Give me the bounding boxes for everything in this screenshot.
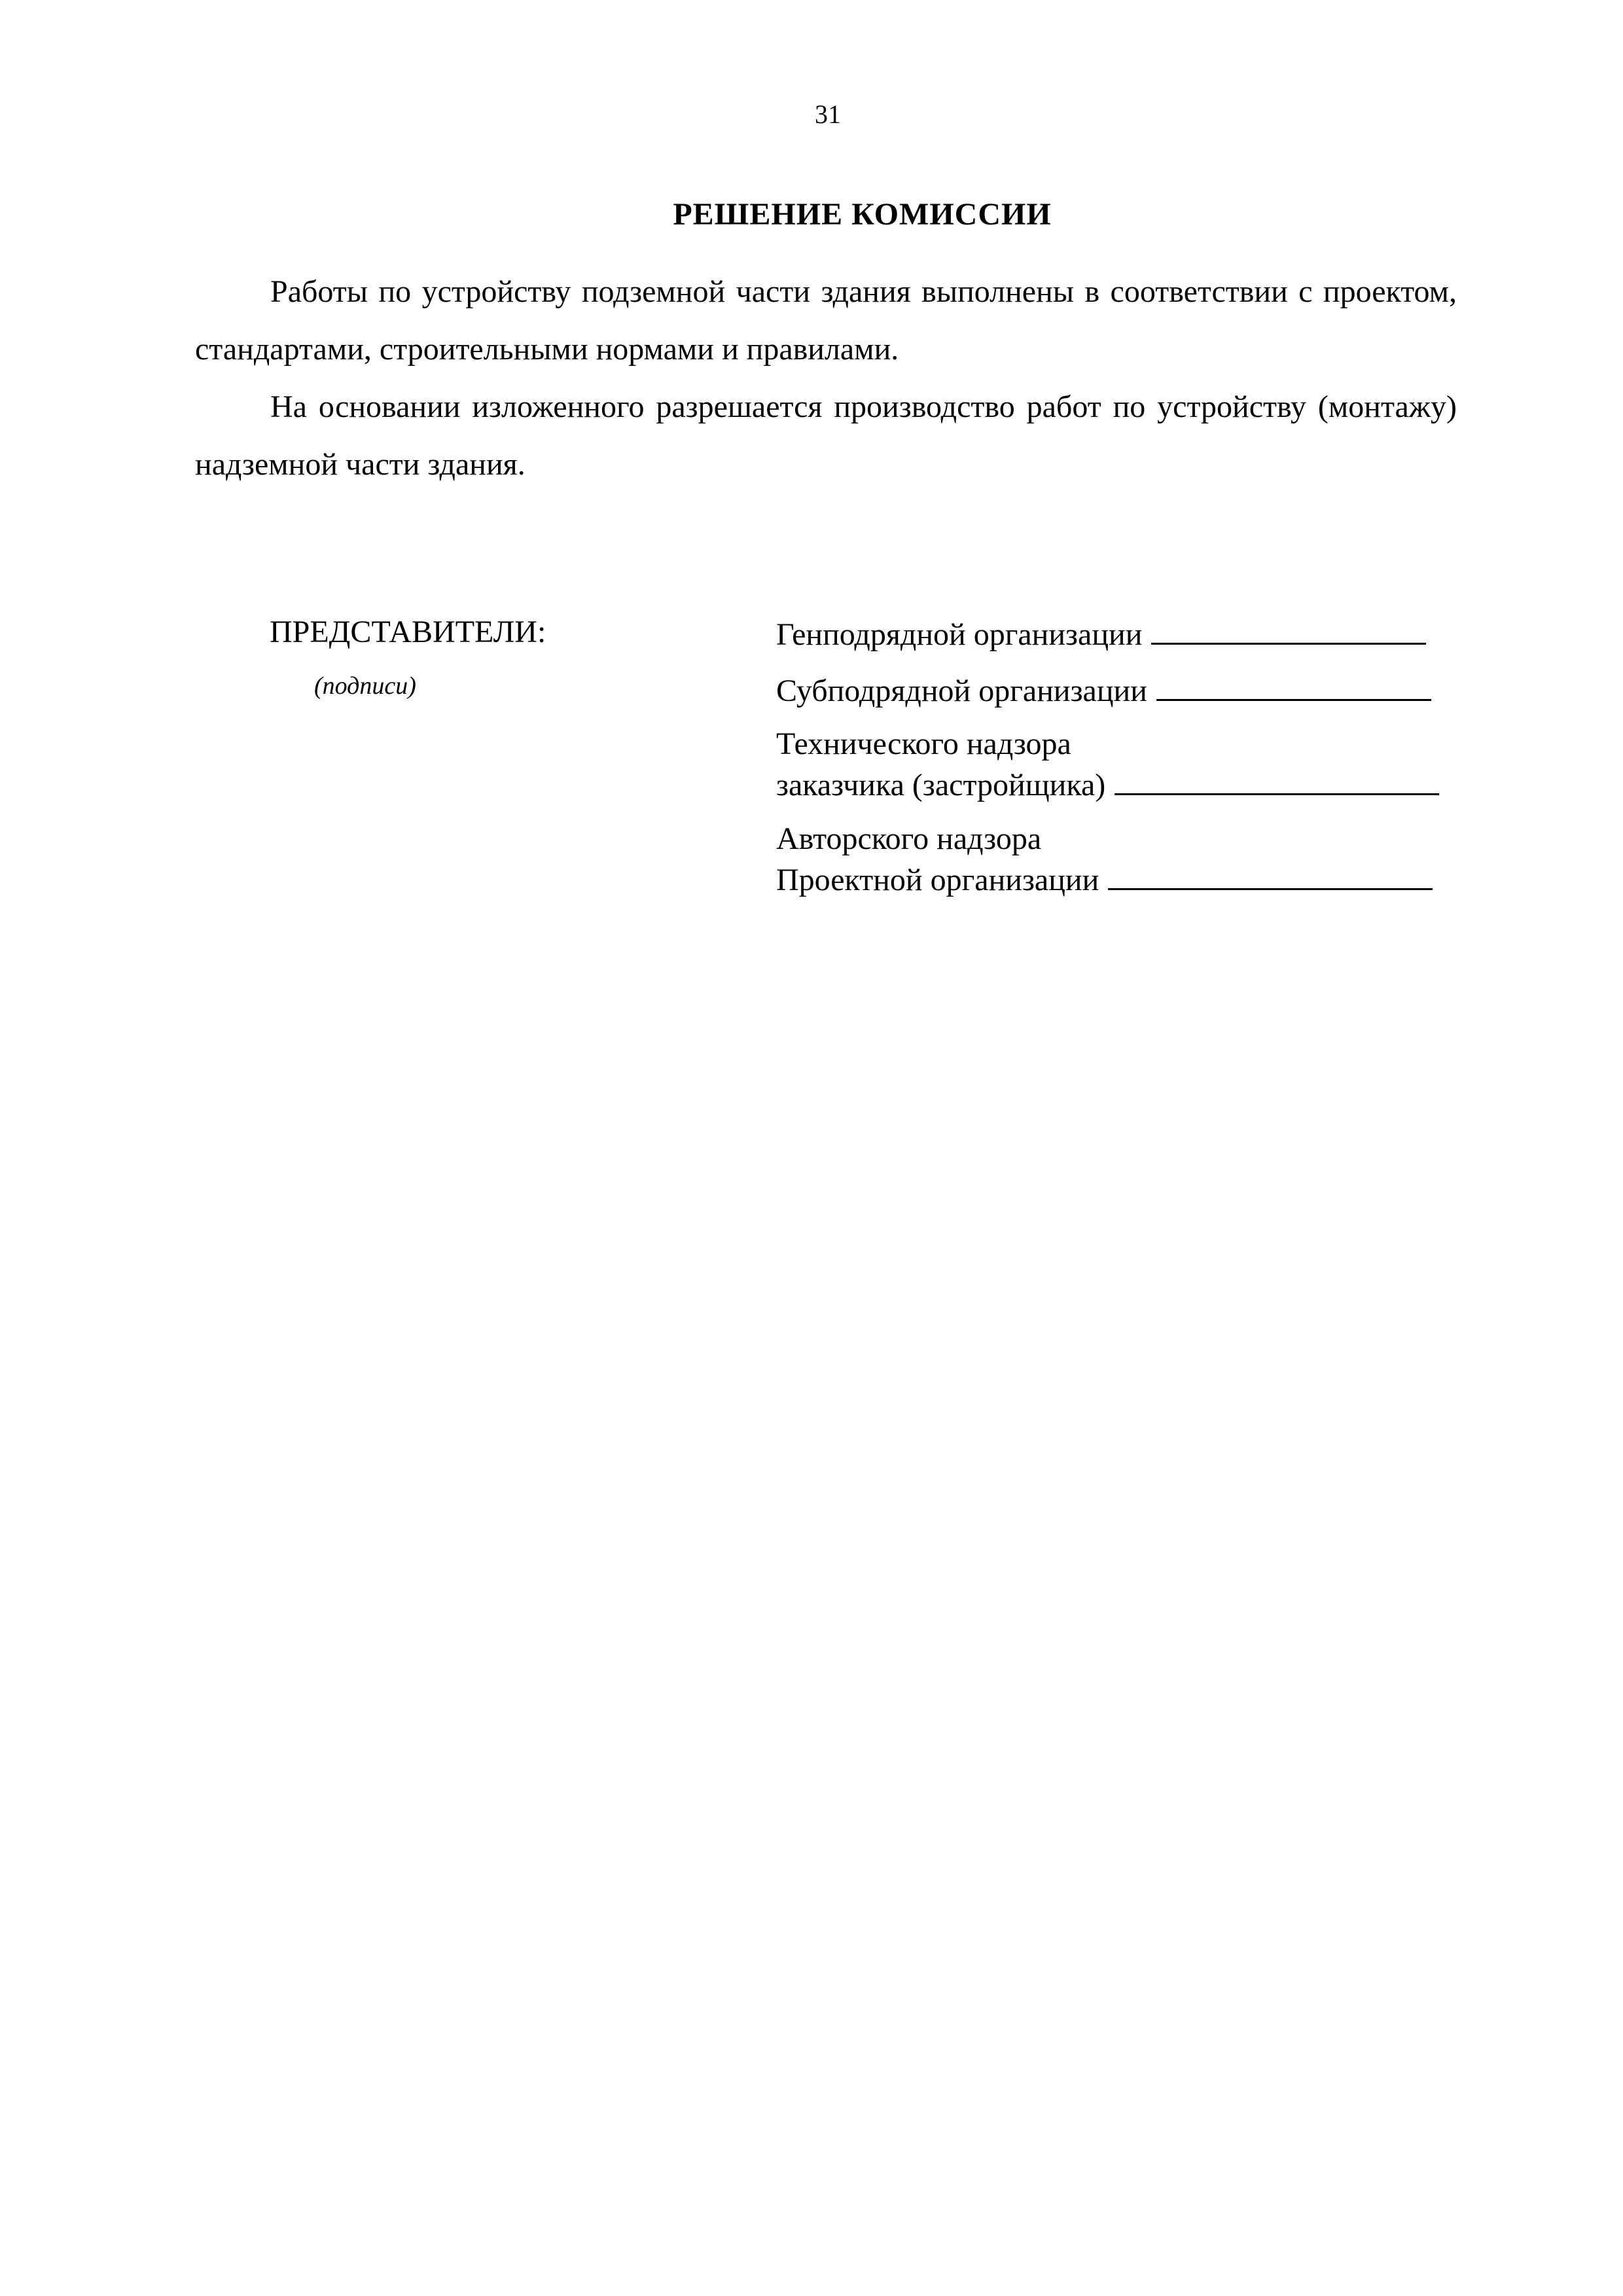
- signatures-note: (подписи): [314, 672, 416, 700]
- signature-entry-label: Проектной организации: [776, 863, 1099, 897]
- signature-line[interactable]: [1108, 858, 1433, 890]
- signature-entry-label: Генподрядной организации: [776, 617, 1143, 652]
- page-number: 31: [815, 99, 841, 129]
- signature-entry-author-supervision: [776, 820, 1433, 899]
- signature-entry-general-contractor: [776, 613, 1426, 654]
- representatives-label: ПРЕДСТАВИТЕЛИ:: [270, 615, 546, 649]
- signature-line[interactable]: [1156, 669, 1431, 701]
- signature-entry-label: заказчика (застройщика): [776, 768, 1106, 802]
- signature-line[interactable]: [1115, 763, 1439, 795]
- signature-line[interactable]: [1151, 613, 1426, 645]
- signature-entry-subcontractor: [776, 669, 1431, 710]
- paragraph-compliance: Работы по устройству подземной части здания выполнены в соответствии с проектом, стандартами, строительными нормами и правилами.: [195, 274, 1457, 367]
- page-title: РЕШЕНИЕ КОМИССИИ: [673, 197, 1052, 232]
- signature-entry-label: Субподрядной организации: [776, 673, 1147, 708]
- signature-entry-label: Авторского надзора: [776, 821, 1042, 856]
- signature-entry-technical-supervision: [776, 725, 1439, 804]
- signature-entry-label: Технического надзора: [776, 726, 1071, 761]
- paragraph-permission: На основании изложенного разрешается производство работ по устройству (монтажу) надземной части здания.: [195, 389, 1457, 482]
